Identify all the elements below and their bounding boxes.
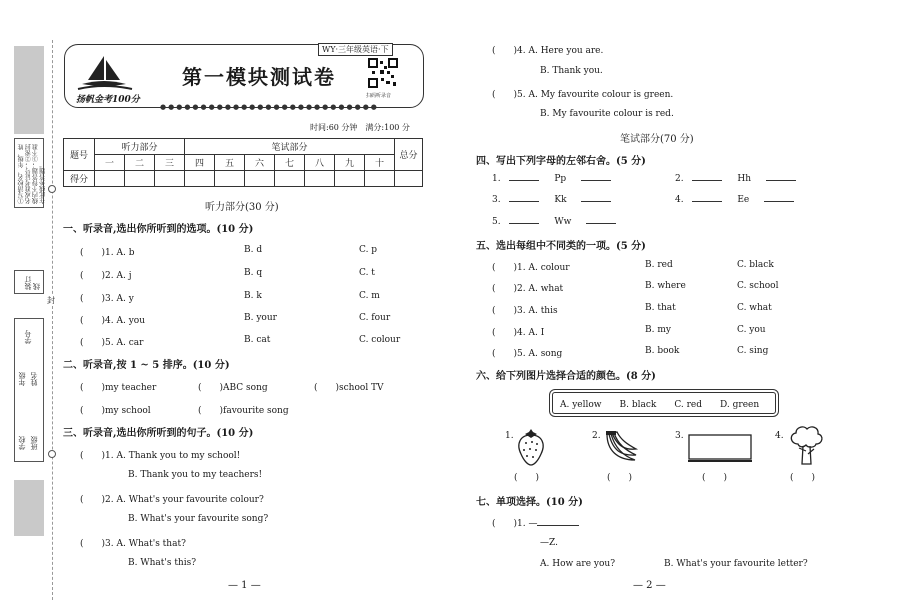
listening-group-header: 听力部分 [95,139,185,155]
q5-item-2-a[interactable]: ( )2. A. what [492,284,564,294]
q6-pic-num-1: 1. [505,431,514,441]
q5-item-3-c: C. what [737,303,772,313]
q7-heading: 七、单项选择。(10 分) [476,497,583,508]
binding-strip-bottom [14,480,44,536]
brand-text: 扬帆金考100分 [76,95,140,105]
q4-item-2 [675,174,796,184]
q7-item-1-option-a: A. How are you? [540,559,616,569]
q4-blank-right[interactable] [586,223,616,224]
header-dot-row: ●●●●●●●●●●●●●●●●●●●●●●●●●●● [160,103,379,111]
q5-heading: 五、选出每组中不同类的一项。(5 分) [476,241,646,252]
written-group-header: 笔试部分 [185,139,395,155]
strawberry-icon [514,428,548,466]
binding-hole-1 [48,185,56,193]
q5-item-5-b: B. book [645,346,680,356]
col-9: 九 [335,155,365,171]
grade-tag: WY·三年级英语·下 [318,43,393,56]
q5-item-5-c: C. sing [737,346,769,356]
q5-item-3-a[interactable]: ( )3. A. this [492,306,558,316]
q5-item-2-b: B. where [645,281,686,291]
q4-letter: Hh [737,174,751,184]
col-5: 五 [215,155,245,171]
q7-item-1-option-b: B. What's your favourite letter? [664,559,808,569]
total-header: 总分 [395,139,423,171]
q6-pic-num-2: 2. [592,431,601,441]
q4-letter: Ee [737,195,750,205]
q6-pic-num-4: 4. [775,431,784,441]
row-label-score: 得分 [64,171,95,187]
q4-blank-left[interactable] [692,201,722,202]
q5-item-1-c: C. black [737,260,774,270]
q3-item-5-b: B. My favourite colour is red. [540,109,674,119]
binding-field-name: 姓名 [30,372,38,386]
q4-letter: Ww [554,217,572,227]
col-3: 三 [155,155,185,171]
q3-item-1-b: B. Thank you to my teachers! [128,470,263,480]
score-cell[interactable] [155,171,185,187]
q4-blank-left[interactable] [509,201,539,202]
q3-item-2-b: B. What's your favourite song? [128,514,269,524]
q5-item-4-c: C. you [737,325,766,335]
q3-item-3-b: B. What's this? [128,558,197,568]
q4-letter: Pp [554,174,567,184]
q2-item-teacher[interactable]: ( )my teacher [80,383,157,393]
score-cell[interactable] [215,171,245,187]
col-8: 八 [305,155,335,171]
col-6: 六 [245,155,275,171]
q1-item-2-c: C. t [359,268,375,278]
seal-word: 封 [47,296,55,305]
q6-paren-4[interactable]: ( ) [790,473,816,483]
binding-seal-label: 装订线 [24,276,41,290]
q1-item-5-a[interactable]: ( )5. A. car [80,338,144,348]
total-score-cell[interactable] [395,171,423,187]
q3-item-4-b: B. Thank you. [540,66,603,76]
binding-notice: ①写清校名、年级、姓名或准考证号；②密封线内不得答题；③不准在此线外答题。 [18,144,47,204]
q4-num-5: 5. [492,217,501,227]
q4-item-4 [675,195,794,205]
q4-num-3: 3. [492,195,501,205]
q3-item-1-a[interactable]: ( )1. A. Thank you to my school! [80,451,241,461]
tree-icon [786,424,826,466]
q6-heading: 六、给下列图片选择合适的颜色。(8 分) [476,371,656,382]
q1-item-4-b: B. your [244,313,277,323]
q4-blank-left[interactable] [509,223,539,224]
q7-item-1 [492,516,579,529]
q7-item-1-blank[interactable] [537,525,579,526]
q6-paren-2[interactable]: ( ) [607,473,633,483]
score-cell[interactable] [365,171,395,187]
row-label-question: 题号 [64,139,95,171]
col-2: 二 [125,155,155,171]
q1-item-1-b: B. d [244,245,263,255]
binding-hole-2 [48,450,56,458]
q1-item-3-a[interactable]: ( )3. A. y [80,294,134,304]
q4-item-5 [492,217,616,227]
q2-item-school[interactable]: ( )my school [80,406,151,416]
q1-item-1-c: C. p [359,245,378,255]
q1-item-3-c: C. m [359,291,380,301]
q5-item-3-b: B. that [645,303,676,313]
q1-heading: 一、听录音,选出你所听到的选项。(10 分) [63,224,254,235]
q5-item-4-b: B. my [645,325,671,335]
q5-item-5-a[interactable]: ( )5. A. song [492,349,563,359]
qr-code-icon[interactable] [368,58,398,88]
binding-field-id: 学号 [24,330,32,344]
q4-num-4: 4. [675,195,684,205]
score-cell[interactable] [125,171,155,187]
q4-item-3 [492,195,611,205]
page-number-1: — 1 — [228,580,261,591]
q3-item-4-a[interactable]: ( )4. A. Here you are. [492,46,604,56]
q4-blank-right[interactable] [581,180,611,181]
q2-item-school-tv[interactable]: ( )school TV [314,383,384,393]
score-cell[interactable] [185,171,215,187]
q5-item-4-a[interactable]: ( )4. A. I [492,328,545,338]
q4-blank-left[interactable] [692,180,722,181]
binding-strip-top [14,46,44,134]
score-cell[interactable] [335,171,365,187]
q5-item-1-a[interactable]: ( )1. A. colour [492,263,570,273]
q3-item-5-a[interactable]: ( )5. A. My favourite colour is green. [492,90,674,100]
q6-paren-3[interactable]: ( ) [702,473,728,483]
blackboard-icon [688,434,752,464]
q7-item-1-prompt[interactable]: ( )1. — [492,519,538,529]
q1-item-2-b: B. q [244,268,263,278]
score-cell[interactable] [95,171,125,187]
q2-item-abc-song[interactable]: ( )ABC song [198,383,268,393]
q1-item-3-b: B. k [244,291,262,301]
q4-blank-right[interactable] [766,180,796,181]
col-10: 十 [365,155,395,171]
q6-paren-1[interactable]: ( ) [514,473,540,483]
q4-blank-right[interactable] [764,201,794,202]
seal-dotted-line [52,40,53,600]
q2-heading: 二、听录音,按 1 ~ 5 排序。(10 分) [63,360,230,371]
col-4: 四 [185,155,215,171]
written-heading: 笔试部分(70 分) [620,134,694,145]
q3-heading: 三、听录音,选出你所听到的句子。(10 分) [63,428,254,439]
qr-label: 扫码听录音 [366,93,392,99]
col-1: 一 [95,155,125,171]
q3-item-3-a[interactable]: ( )3. A. What's that? [80,539,186,549]
q1-item-2-a[interactable]: ( )2. A. j [80,271,132,281]
col-7: 七 [275,155,305,171]
q4-heading: 四、写出下列字母的左邻右舍。(5 分) [476,156,646,167]
q1-item-4-c: C. four [359,313,391,323]
q2-item-favourite-song[interactable]: ( )favourite song [198,406,289,416]
q4-blank-left[interactable] [509,180,539,181]
binding-field-school: 学校 [18,436,26,450]
q4-num-2: 2. [675,174,684,184]
q3-item-2-a[interactable]: ( )2. A. What's your favourite colour? [80,495,264,505]
page-number-2: — 2 — [633,580,666,591]
q1-item-4-a[interactable]: ( )4. A. you [80,316,145,326]
q4-letter: Kk [554,195,567,205]
page-title: 第一模块测试卷 [182,65,336,89]
score-cell[interactable] [245,171,275,187]
binding-field-class: 班级 [30,436,38,450]
binding-field-grade: 年级 [18,372,26,386]
time-score-info: 时间:60 分钟 满分:100 分 [310,123,410,132]
q1-item-5-b: B. cat [244,335,271,345]
banana-icon [603,430,639,464]
q5-item-1-b: B. red [645,260,673,270]
q4-blank-right[interactable] [581,201,611,202]
listening-heading: 听力部分(30 分) [205,202,279,213]
score-table [63,138,423,187]
q1-item-5-c: C. colour [359,335,401,345]
q4-item-1 [492,174,611,184]
q6-pic-num-3: 3. [675,431,684,441]
q4-num-1: 1. [492,174,501,184]
q5-item-2-c: C. school [737,281,779,291]
score-cell[interactable] [275,171,305,187]
q1-item-1-a[interactable]: ( )1. A. b [80,248,135,258]
q6-color-options: A. yellow B. black C. red D. green [560,400,760,410]
score-cell[interactable] [305,171,335,187]
q7-item-1-reply: —Z. [540,538,558,548]
